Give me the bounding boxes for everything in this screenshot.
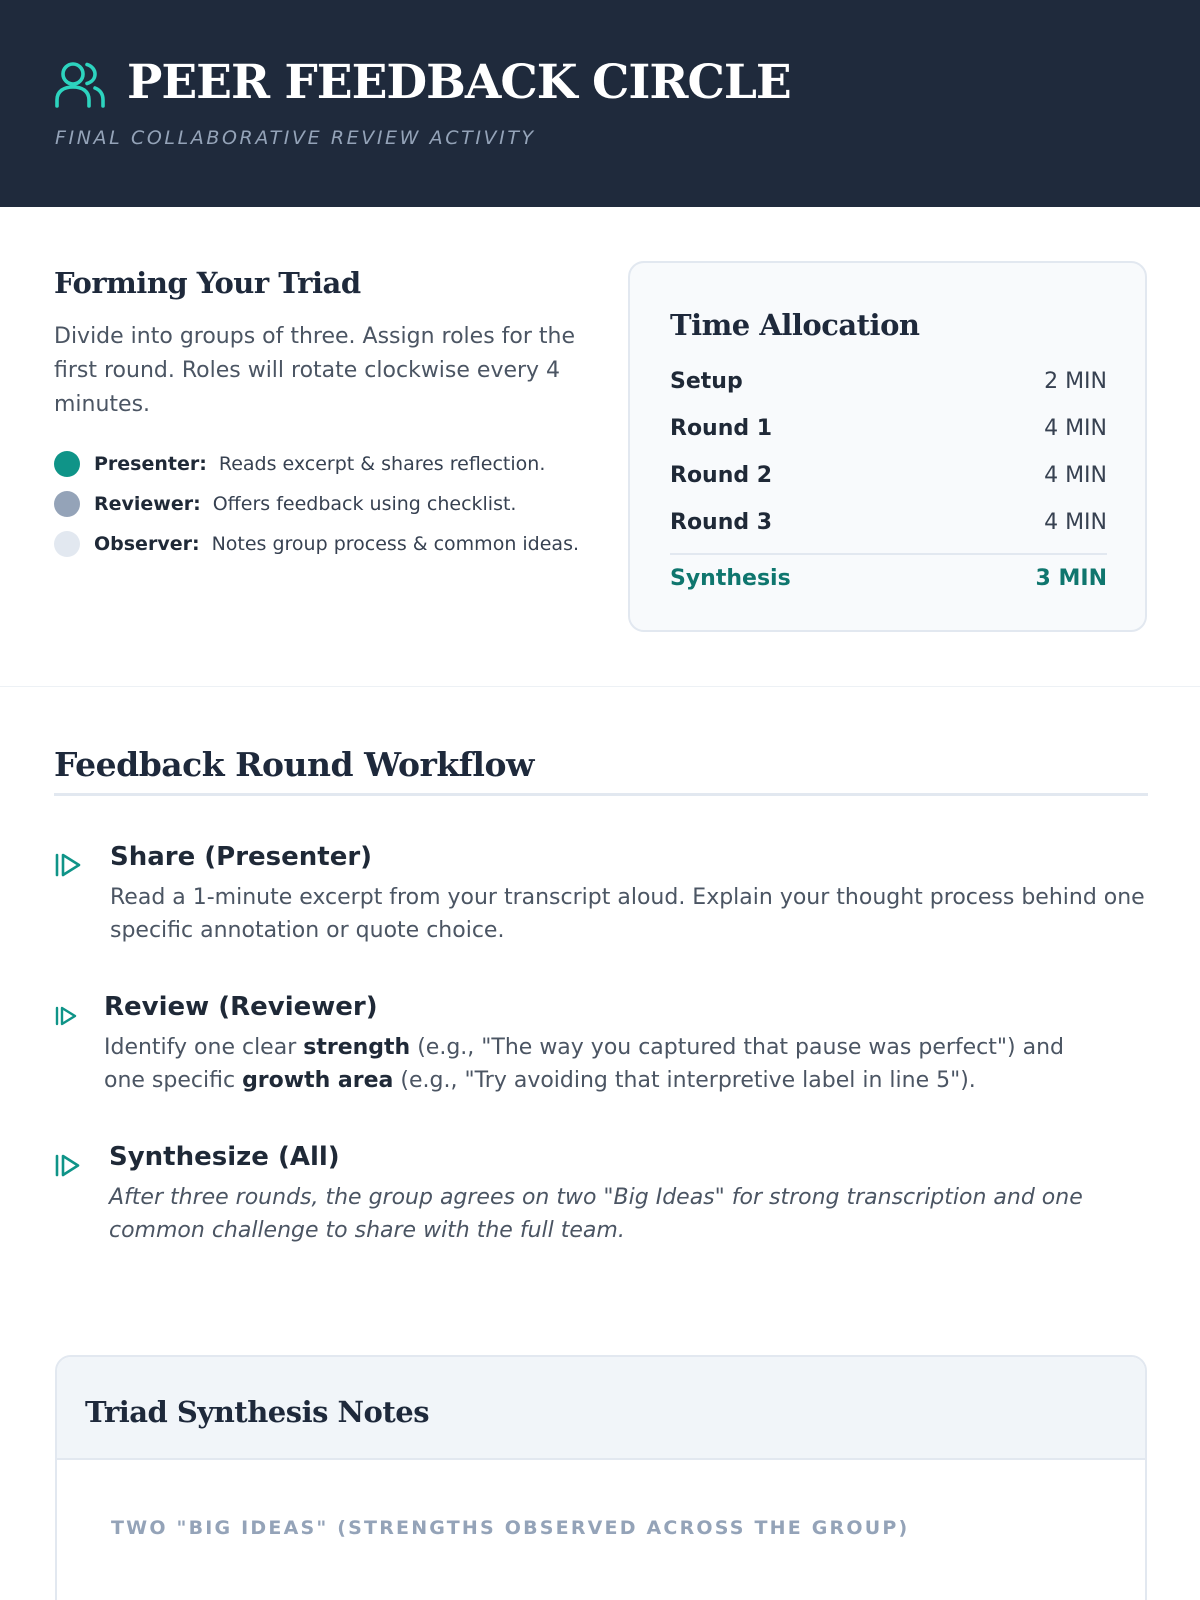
step-title: Synthesize (All): [109, 1142, 340, 1172]
triad-heading: Forming Your Triad: [54, 266, 361, 300]
role-name: Presenter:: [94, 453, 207, 475]
time-allocation-card: [628, 261, 1147, 632]
step-body-text: (e.g., "The way you captured that pause was perfect") and one specific: [104, 1035, 1064, 1093]
role-presenter: [54, 444, 614, 484]
play-step-icon: [54, 1005, 78, 1027]
time-label: Setup: [670, 369, 743, 394]
role-name: Reviewer:: [94, 493, 201, 515]
synthesis-notes-card: [55, 1355, 1147, 1600]
play-step-icon: [54, 1153, 81, 1178]
workflow-step-synthesize: [54, 1140, 1154, 1250]
role-dot: [54, 451, 80, 477]
section-divider: [0, 686, 1200, 687]
role-description: Offers feedback using checklist.: [212, 493, 517, 515]
step-body-text: (e.g., "Try avoiding that interpretive label in line 5").: [393, 1068, 976, 1093]
time-label: Round 1: [670, 416, 773, 441]
time-row: [670, 405, 1107, 452]
step-body: After three rounds, the group agrees on two "Big Ideas" for strong transcription and one common challenge to share with the full team.: [109, 1185, 1083, 1243]
role-description: Reads excerpt & shares reflection.: [218, 453, 546, 475]
workflow-heading: Feedback Round Workflow: [54, 745, 534, 784]
step-body: Read a 1-minute excerpt from your transcript aloud. Explain your thought process behind one specific annotation or quote choice.: [110, 885, 1145, 943]
role-observer: [54, 524, 614, 564]
workflow-step-share: [54, 840, 1154, 950]
page-title: PEER FEEDBACK CIRCLE: [127, 55, 791, 110]
time-value: 2 MIN: [1044, 369, 1107, 394]
step-title: Share (Presenter): [110, 842, 373, 872]
notes-card-header: [57, 1357, 1145, 1460]
time-value: 4 MIN: [1044, 510, 1107, 535]
time-row-total: [670, 553, 1107, 601]
time-rows: [670, 358, 1107, 601]
time-total-label: Synthesis: [670, 565, 791, 591]
time-value: 4 MIN: [1044, 416, 1107, 441]
users-icon: [54, 60, 106, 110]
step-title: Review (Reviewer): [104, 992, 378, 1022]
play-step-icon: [54, 852, 82, 878]
page-subtitle: FINAL COLLABORATIVE REVIEW ACTIVITY: [55, 127, 536, 149]
role-description: Notes group process & common ideas.: [211, 533, 580, 555]
time-label: Round 3: [670, 510, 773, 535]
time-row: [670, 358, 1107, 405]
role-list: [54, 444, 614, 564]
step-body: [104, 1031, 1104, 1097]
time-allocation-heading: Time Allocation: [670, 308, 920, 342]
time-label: Round 2: [670, 463, 773, 488]
role-name: Observer:: [94, 533, 200, 555]
role-dot: [54, 531, 80, 557]
role-dot: [54, 491, 80, 517]
time-total-value: 3 MIN: [1035, 565, 1107, 591]
time-row: [670, 452, 1107, 499]
workflow-heading-rule: [54, 793, 1148, 796]
page-header: [0, 0, 1200, 207]
workflow-step-review: [54, 990, 1154, 1100]
notes-heading: Triad Synthesis Notes: [85, 1395, 430, 1429]
role-reviewer: [54, 484, 614, 524]
notes-field-label: TWO "BIG IDEAS" (STRENGTHS OBSERVED ACROSS THE GROUP): [111, 1517, 910, 1539]
step-body-text: Identify one clear: [104, 1035, 304, 1060]
step-body-emphasis: strength: [303, 1035, 411, 1060]
time-value: 4 MIN: [1044, 463, 1107, 488]
triad-description: Divide into groups of three. Assign roles for the first round. Roles will rotate clockwise every 4 minutes.: [54, 324, 576, 417]
step-body-emphasis: growth area: [242, 1068, 394, 1093]
time-row: [670, 499, 1107, 546]
